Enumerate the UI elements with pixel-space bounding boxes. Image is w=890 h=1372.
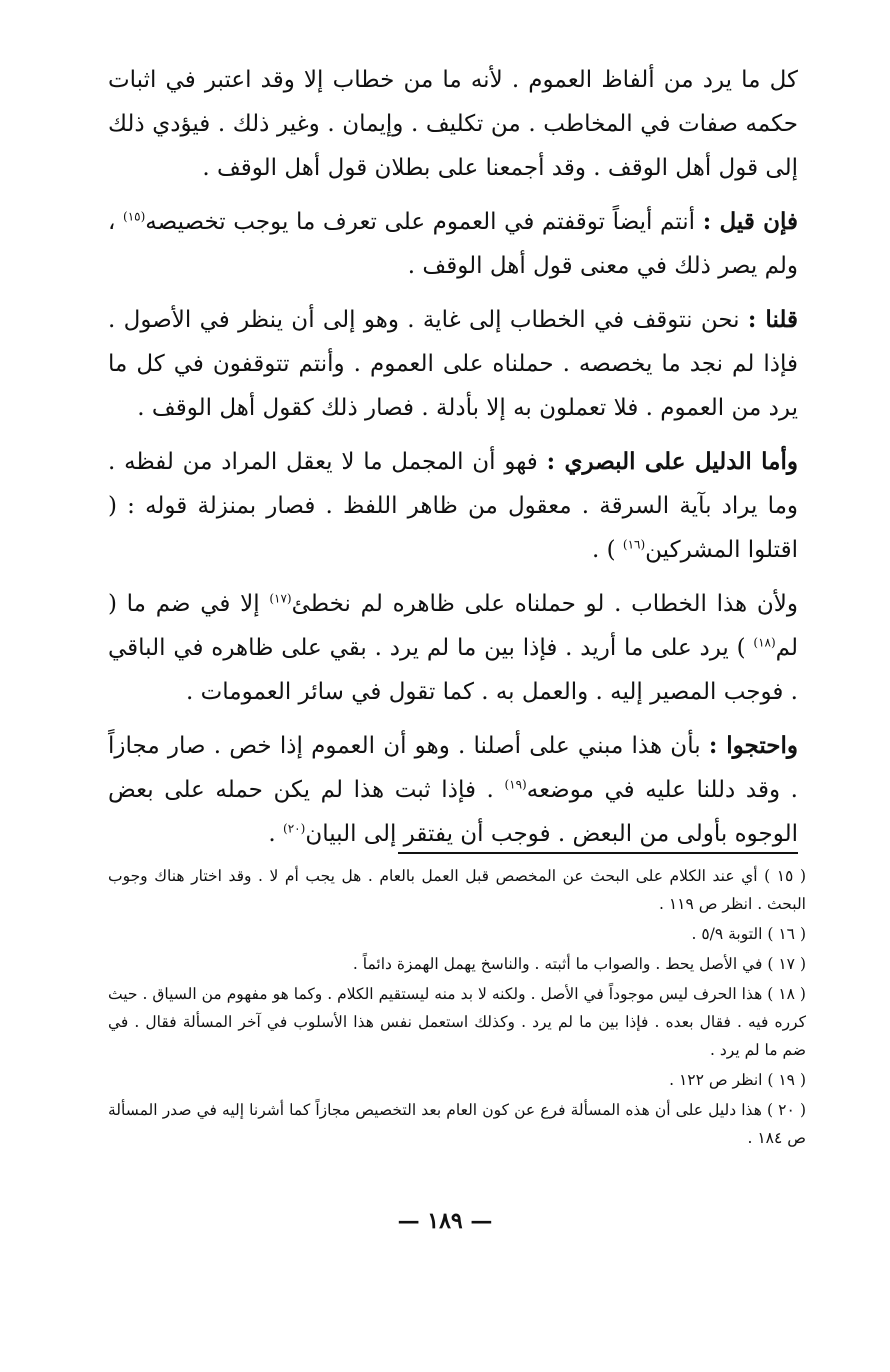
paragraph-lead: قلنا : — [747, 306, 798, 333]
footnote-20: ( ٢٠ ) هذا دليل على أن هذه المسألة فرع عن كون العام بعد التخصيص مجازاً كما أشرنا إليه في صدر المسألة ص ١٨٤ . — [108, 1101, 806, 1147]
main-text — [108, 58, 798, 866]
footnotes — [108, 862, 806, 1154]
footnote-15: ( ١٥ ) أي عند الكلام على البحث عن المخصص قبل العمل بالعام . هل يجب أم لا . وقد اختار هناك وجوب البحث . انظر ص ١١٩ . — [108, 867, 806, 913]
paragraph-1 — [108, 58, 798, 190]
paragraph-text: بأن هذا مبني على أصلنا . وهو أن العموم إذا خص . صار مجازاً . وقد دللنا عليه في موضعه — [108, 733, 798, 803]
paragraph-3 — [108, 298, 798, 430]
footnote-separator — [398, 852, 798, 854]
paragraph-lead: فإن قيل : — [702, 208, 799, 235]
paragraph-text: فهو أن المجمل ما لا يعقل المراد من لفظه . وما يراد بآية السرقة . معقول من ظاهر اللفظ . فصار بمنزلة قوله : ( اقتلوا المشركين — [108, 449, 798, 563]
paragraph-text: أنتم أيضاً توقفتم في العموم على تعرف ما يوجب تخصيصه — [145, 209, 696, 235]
footnote-ref-16: (١٦) — [622, 537, 646, 552]
paragraph-text-tail: ) . — [592, 537, 623, 563]
footnote-ref-19: (١٩) — [504, 777, 527, 792]
paragraph-text-tail-2: . — [268, 821, 284, 847]
paragraph-text: نحن نتوقف في الخطاب إلى غاية . وهو إلى أن ينظر في الأصول . فإذا لم نجد ما يخصصه . حملناه على العموم . وأنتم تتوقفون في كل ما يرد من العموم . فلا تعملون به إلا بأدلة . فصار ذلك كقول أهل الوقف . — [108, 307, 798, 421]
paragraph-4 — [108, 440, 798, 572]
paragraph-5 — [108, 582, 798, 714]
footnote-ref-18: (١٨) — [753, 635, 776, 650]
paragraph-2 — [108, 200, 798, 288]
paragraph-6 — [108, 724, 798, 856]
paragraph-text: كل ما يرد من ألفاظ العموم . لأنه ما من خطاب إلا وقد اعتبر في اثبات حكمه صفات في المخاطب . من تكليف . وإيمان . وغير ذلك . فيؤدي ذلك إلى قول أهل الوقف . وقد أجمعنا على بطلان قول أهل الوقف . — [108, 67, 798, 181]
paragraph-text-tail-2: ) يرد على ما أريد . فإذا بين ما لم يرد . بقي على ظاهره في الباقي . فوجب المصير إليه . والعمل به . كما تقول في سائر العمومات . — [108, 635, 798, 705]
footnote-17: ( ١٧ ) في الأصل يحط . والصواب ما أثبته . والناسخ يهمل الهمزة دائماً . — [352, 955, 806, 973]
footnote-ref-17: (١٧) — [269, 591, 292, 606]
footnote-18: ( ١٨ ) هذا الحرف ليس موجوداً في الأصل . ولكنه لا بد منه ليستقيم الكلام . وكما هو مفهوم من السياق . حيث كرره فيه . فقال بعده . فإذا بين ما لم يرد . وكذلك استعمل نفس هذا الأسلوب في آخر المسألة فقال . في ضم ما لم يرد . — [108, 985, 806, 1059]
footnote-16: ( ١٦ ) التوبة ٥/٩ . — [691, 925, 806, 943]
footnote-ref-20: (٢٠) — [283, 821, 306, 836]
footnote-19: ( ١٩ ) انظر ص ١٢٢ . — [669, 1071, 806, 1089]
footnote-ref-15: (١٥) — [123, 209, 146, 224]
paragraph-lead: وأما الدليل على البصري : — [546, 448, 799, 475]
page-number: — ١٨٩ — — [397, 1208, 493, 1234]
paragraph-lead: واحتجوا : — [708, 732, 798, 759]
paragraph-text: ولأن هذا الخطاب . لو حملناه على ظاهره لم نخطئ — [291, 591, 798, 617]
paragraph-text-tail: ، ولم يصر ذلك في معنى قول أهل الوقف . — [108, 209, 798, 279]
paragraph-text-tail: إلا في ضم ما ( لم — [108, 591, 798, 661]
paragraph-text-tail: . فإذا ثبت هذا لم يكن حمله على بعض الوجوه بأولى من البعض . فوجب أن يفتقر إلى البيان — [108, 777, 798, 847]
